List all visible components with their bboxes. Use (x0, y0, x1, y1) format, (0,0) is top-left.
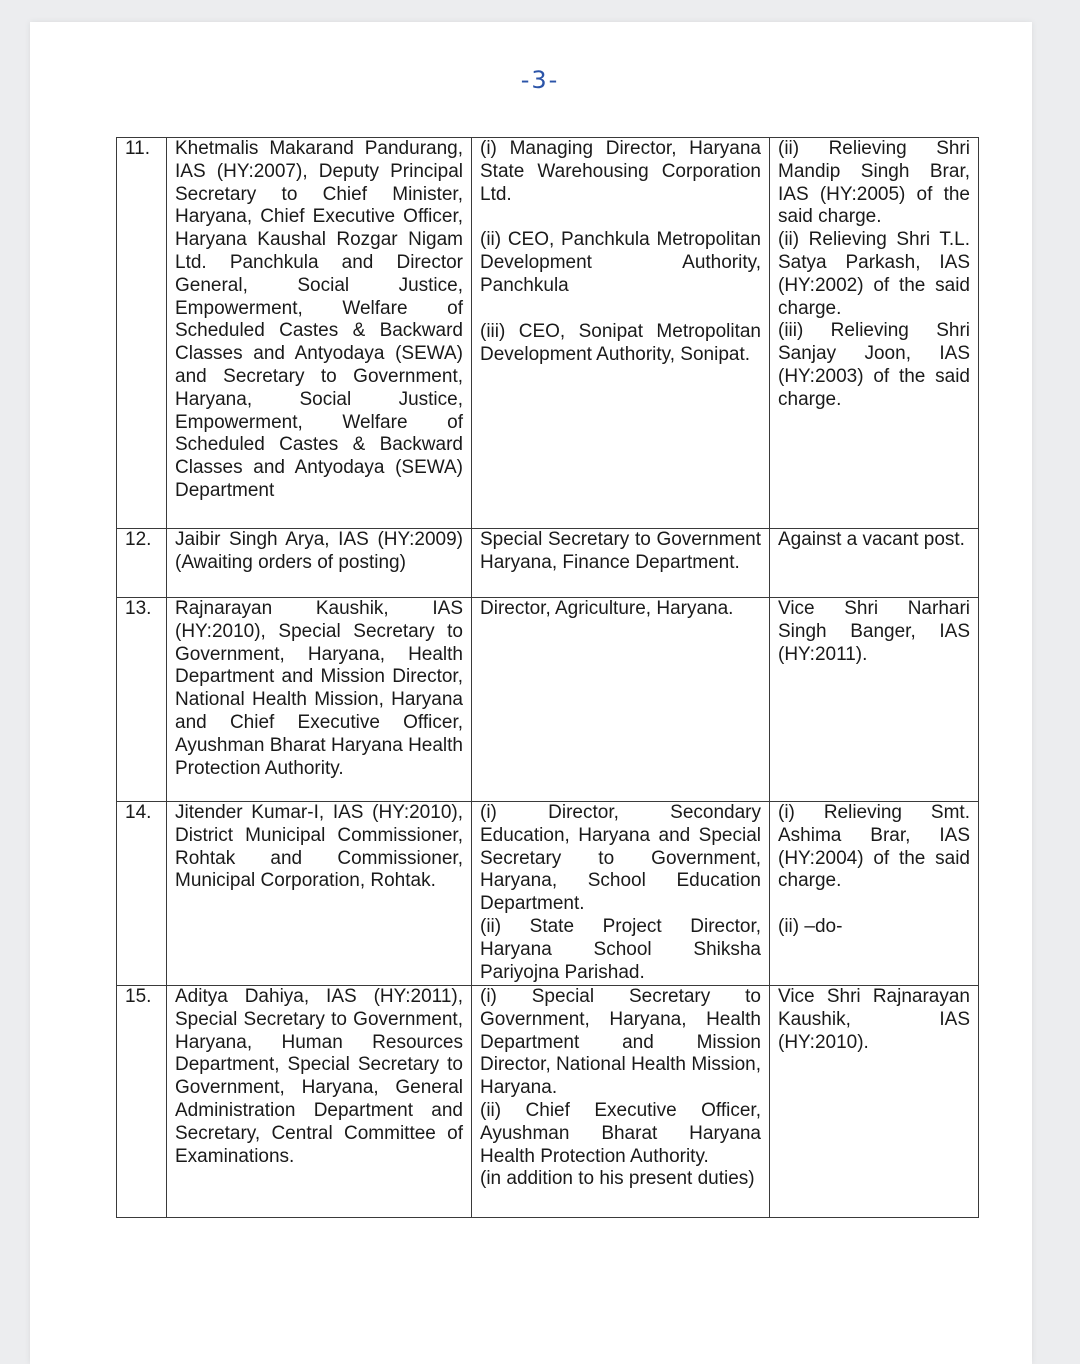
posting-item: (i) Director, Secondary Education, Haryana and Special Secretary to Government, Haryana, School Education Department. (480, 802, 761, 915)
remark-item: (ii) Relieving Shri T.L. Satya Parkash, IAS (HY:2002) of the said charge. (778, 229, 970, 319)
table-row (117, 986, 979, 1218)
remark-item: (iii) Relieving Shri Sanjay Joon, IAS (HY:2003) of the said charge. (778, 320, 970, 410)
table-row (117, 138, 979, 529)
officer-details: Khetmalis Makarand Pandurang, IAS (HY:2007), Deputy Principal Secretary to Chief Minister, Haryana, Chief Executive Officer, Haryana Kaushal Rozgar Nigam Ltd. Panchkula and Director General, Social Justice, Empowerment, Welfare of Scheduled Castes & Backward Classes and Antyodaya (SEWA) and Secretary to Government, Haryana, Social Justice, Empowerment, Welfare of Scheduled Castes & Backward Classes and Antyodaya (SEWA) Department (167, 138, 472, 529)
officer-details: Jaibir Singh Arya, IAS (HY:2009) (Awaiting orders of posting) (167, 529, 472, 598)
posting-item: Director, Agriculture, Haryana. (480, 598, 734, 619)
remark-item: (ii) Relieving Shri Mandip Singh Brar, IAS (HY:2005) of the said charge. (778, 138, 970, 228)
posting-item: (ii) Chief Executive Officer, Ayushman Bharat Haryana Health Protection Authority. (480, 1099, 761, 1167)
posting-details (472, 529, 770, 598)
officer-details: Jitender Kumar-I, IAS (HY:2010), District Municipal Commissioner, Rohtak and Commissioner, Municipal Corporation, Rohtak. (167, 802, 472, 986)
posting-item: (ii) CEO, Panchkula Metropolitan Development Authority, Panchkula (480, 229, 761, 296)
posting-item: Special Secretary to Government Haryana, Finance Department. (480, 529, 761, 573)
remarks (770, 598, 979, 802)
posting-item: (i) Special Secretary to Government, Haryana, Health Department and Mission Director, National Health Mission, Haryana. (480, 986, 761, 1099)
remarks (770, 802, 979, 986)
posting-details (472, 986, 770, 1218)
remark-item: Vice Shri Rajnarayan Kaushik, IAS (HY:2010). (778, 986, 970, 1053)
posting-details (472, 598, 770, 802)
remarks (770, 529, 979, 598)
remark-item: Against a vacant post. (778, 529, 965, 550)
posting-item: (iii) CEO, Sonipat Metropolitan Development Authority, Sonipat. (480, 320, 761, 365)
serial-number: 12. (117, 529, 167, 598)
remarks (770, 138, 979, 529)
table-row (117, 802, 979, 986)
page-number: -3- (520, 66, 560, 94)
table-row (117, 598, 979, 802)
posting-order-table (116, 137, 979, 1218)
posting-item: (i) Managing Director, Haryana State Warehousing Corporation Ltd. (480, 138, 761, 205)
posting-item: (ii) State Project Director, Haryana School Shiksha Pariyojna Parishad. (480, 915, 761, 983)
officer-details: Aditya Dahiya, IAS (HY:2011), Special Secretary to Government, Haryana, Human Resources Department, Special Secretary to Government, Haryana, General Administration Department and Secretary, Central Committee of Examinations. (167, 986, 472, 1218)
posting-details (472, 802, 770, 986)
officer-details: Rajnarayan Kaushik, IAS (HY:2010), Special Secretary to Government, Haryana, Health Department and Mission Director, National Health Mission, Haryana and Chief Executive Officer, Ayushman Bharat Haryana Health Protection Authority. (167, 598, 472, 802)
remarks (770, 986, 979, 1218)
remark-item: Vice Shri Narhari Singh Banger, IAS (HY:2011). (778, 598, 970, 665)
table-row (117, 529, 979, 598)
serial-number: 15. (117, 986, 167, 1218)
serial-number: 14. (117, 802, 167, 986)
posting-details (472, 138, 770, 529)
remark-item: (ii) –do- (778, 916, 843, 938)
serial-number: 11. (117, 138, 167, 529)
serial-number: 13. (117, 598, 167, 802)
remark-item: (i) Relieving Smt. Ashima Brar, IAS (HY:2004) of the said charge. (778, 802, 970, 892)
posting-item: (in addition to his present duties) (480, 1168, 755, 1190)
